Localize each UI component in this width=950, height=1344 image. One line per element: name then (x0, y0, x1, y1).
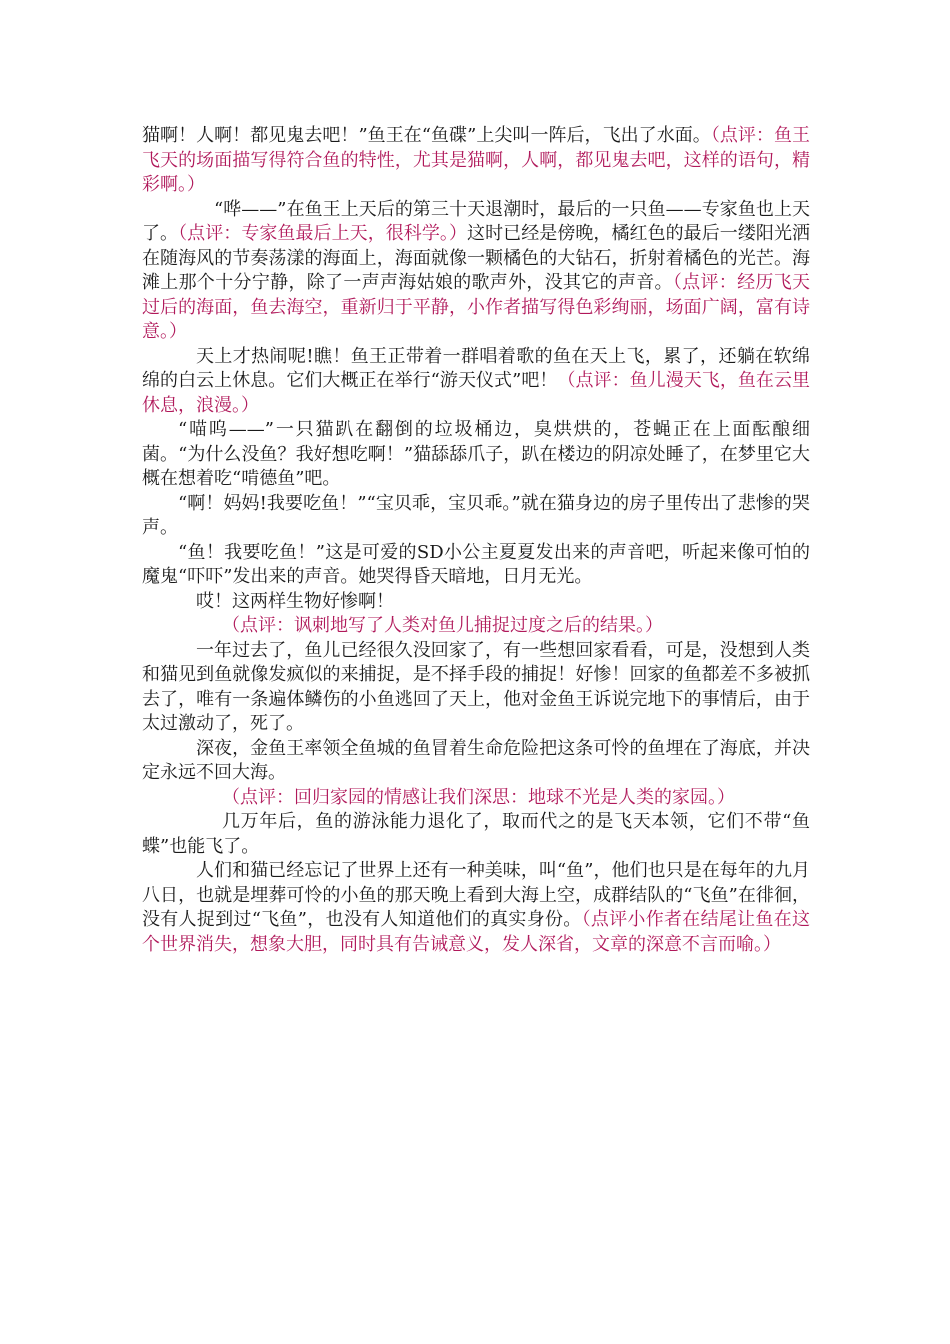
paragraph-text: 一年过去了，鱼儿已经很久没回家了，有一些想回家看看，可是，没想到人类和猫见到鱼就像发疯似的来捕捉，是不择手段的捕捉！好惨！回家的鱼都差不多被抓去了，唯有一条遍体鳞伤的小鱼逃回了天上，他对金鱼王诉说完地下的事情后，由于太过激动了，死了。 (142, 639, 810, 734)
commentary-note: （点评：回归家园的情感让我们深思：地球不光是人类的家园。） (222, 786, 735, 808)
paragraph-2 (142, 198, 810, 345)
paragraph-5 (142, 492, 810, 541)
paragraph-text: 哎！这两样生物好惨啊！ (196, 590, 394, 612)
paragraph-text: 这时已经是傍晚，橘红色的最后一缕阳光洒在随海风的节奏荡漾的海面上，海面就像一颗橘色的大钻石，折射着橘色的光芒。海滩上那个十分宁静，除了一声声海姑娘的歌声外，没其它的声音。 (142, 223, 811, 293)
document-page (142, 124, 810, 957)
paragraph-text: 人们和猫已经忘记了世界上还有一种美味，叫“鱼”，他们也只是在每年的九月八日，也就是埋葬可怜的小鱼的那天晚上看到大海上空，成群结队的“飞鱼”在徘徊，没有人捉到过“飞鱼”，也没有人知道他们的真实身份。 (142, 860, 810, 930)
commentary-note: （点评小作者在结尾让鱼在这个世界消失，想象大胆，同时具有告诫意义，发人深省，文章的深意不言而喻。） (142, 909, 810, 955)
commentary-note: （点评：鱼儿漫天飞，鱼在云里休息，浪漫。） (142, 370, 810, 416)
paragraph-13 (142, 859, 810, 957)
paragraph-4 (142, 418, 810, 492)
paragraph-11 (142, 786, 810, 811)
paragraph-text: “鱼！我要吃鱼！”这是可爱的SD小公主夏夏发出来的声音吧，听起来像可怕的魔鬼“吓吓”发出来的声音。她哭得昏天暗地，日月无光。 (142, 541, 810, 587)
paragraph-3 (142, 345, 810, 419)
paragraph-1 (142, 124, 810, 198)
paragraph-9 (142, 639, 810, 737)
paragraph-10 (142, 737, 810, 786)
paragraph-text: 几万年后，鱼的游泳能力退化了，取而代之的是飞天本领，它们不带“鱼蝶”也能飞了。 (142, 811, 810, 857)
paragraph-7 (142, 590, 810, 615)
paragraph-6 (142, 541, 810, 590)
commentary-note: （点评：鱼王飞天的场面描写得符合鱼的特性，尤其是猫啊，人啊，都见鬼去吧，这样的语句，精彩啊。） (142, 125, 810, 195)
paragraph-text: “哗——”在鱼王上天后的第三十天退潮时，最后的一只鱼——专家鱼也上天了。 (142, 198, 810, 244)
paragraph-8 (142, 614, 810, 639)
paragraph-text: 深夜，金鱼王率领全鱼城的鱼冒着生命危险把这条可怜的鱼埋在了海底，并决定永远不回大海。 (142, 737, 810, 783)
commentary-note: （点评：专家鱼最后上天，很科学。） (178, 223, 468, 244)
paragraph-text: 天上才热闹呢!瞧！鱼王正带着一群唱着歌的鱼在天上飞，累了，还躺在软绵绵的白云上休息。它们大概正在举行“游天仪式”吧！ (142, 345, 810, 391)
commentary-note: （点评：经历飞天过后的海面，鱼去海空，重新归于平静，小作者描写得色彩绚丽，场面广阔，富有诗意。） (142, 272, 810, 342)
paragraph-text: “喵呜——”一只猫趴在翻倒的垃圾桶边，臭烘烘的，苍蝇正在上面酝酿细菌。“为什么没鱼？我好想吃啊！”猫舔舔爪子，趴在楼边的阴凉处睡了，在梦里它大概在想着吃“啃德鱼”吧。 (142, 419, 810, 489)
paragraph-text: “啊！妈妈!我要吃鱼！”“宝贝乖，宝贝乖。”就在猫身边的房子里传出了悲惨的哭声。 (142, 492, 810, 538)
paragraph-text: 猫啊！人啊！都见鬼去吧！”鱼王在“鱼碟”上尖叫一阵后，飞出了水面。 (142, 125, 711, 146)
commentary-note: （点评：讽刺地写了人类对鱼儿捕捉过度之后的结果。） (222, 615, 663, 636)
paragraph-12 (142, 810, 810, 859)
